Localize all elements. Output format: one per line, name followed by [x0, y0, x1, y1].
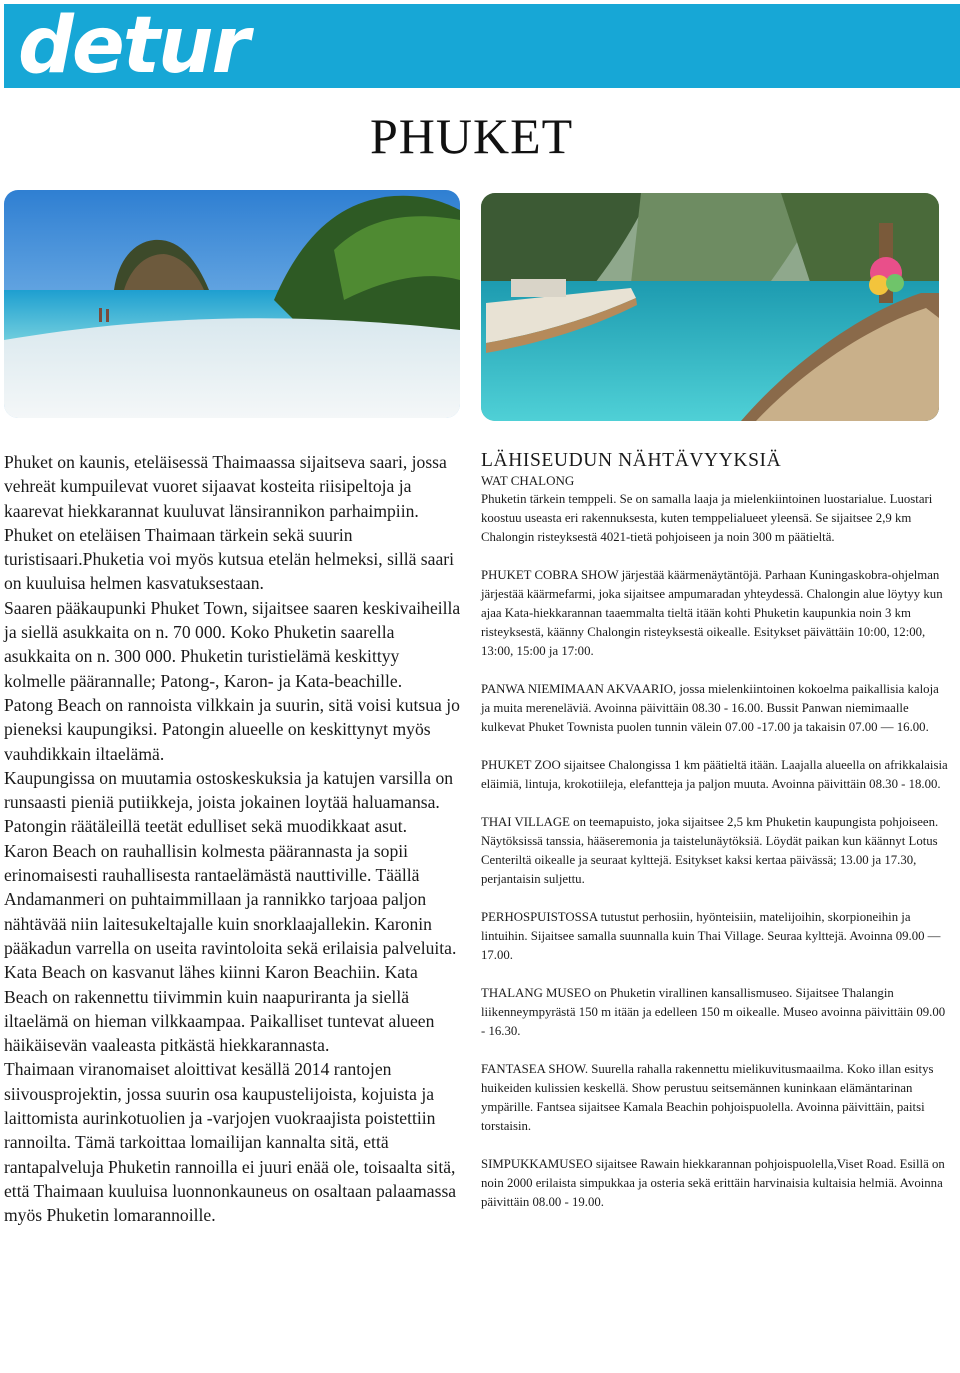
longtail-boat-lagoon-photo: [481, 193, 939, 421]
intro-paragraph: Kata Beach on kasvanut lähes kiinni Karon Beachiin. Kata Beach on rakennettu tiivimmin kuin naapuriranta ja siellä iltaelämä on hieman vilkkaampaa. Paikalliset tuntevat alueen häikäisevän vaaleasta pitkästä hiekkarannasta.: [4, 962, 435, 1056]
beach-island-photo: [4, 190, 460, 418]
sights-subheading: WAT CHALONG: [481, 473, 575, 488]
sight-thalang-museum: THALANG MUSEO on Phuketin virallinen kansallismuseo. Sijaitsee Thalangin liikenneympyrästä 150 m itään ja edelleen 150 m oikealle. Museo avoinna päivittäin 09.00 - 16.30.: [481, 986, 946, 1038]
sight-wat-chalong: Phuketin tärkein temppeli. Se on samalla laaja ja mielenkiintoinen luostarialue. Luostari koostuu useasta eri rakennuksesta, kuten temppelialueet yleensä. Se sijaitsee 2,9 km Chalongin risteyksestä 4021-tietä pohjoiseen ja noin 300 m päätieltä.: [481, 492, 933, 544]
sights-heading: LÄHISEUDUN NÄHTÄVYYKSIÄ: [481, 450, 782, 471]
intro-paragraph: Thaimaan viranomaiset aloittivat kesällä 2014 rantojen siivousprojektin, jossa suurin osa kaupustelijoista, kojuista ja laittomista aurinkotuolien ja -varjojen vuokraajista poistettiin rannoilta. Tämä tarkoittaa lomailijan kannalta sitä, että rantapalveluja Phuketin rannoilla ei juuri enää ole, toisaalta sitä, että Thaimaan kuuluisa luonnonkauneus on osaltaan palaamassa myös Phuketin lomarannoille.: [4, 1059, 457, 1226]
sight-butterfly-park: PERHOSPUISTOSSA tutustut perhosiin, hyönteisiin, matelijoihin, skorpioneihin ja lintuihin. Sijaitsee samalla suunnalla kuin Thai Village. Seuraa kylttejä. Avoinna 09.00 — 17.00.: [481, 910, 941, 962]
brand-header: [4, 4, 960, 88]
intro-paragraph: Patong Beach on rannoista vilkkain ja suurin, sitä voisi kutsua jo pieneksi kaupungiksi. Patongin alueelle on keskittynyt myös vauhdikkain iltaelämä.: [4, 694, 460, 764]
page-title: PHUKET: [370, 108, 574, 164]
longtail-boat-illustration: [481, 193, 939, 421]
sight-shell-museum: SIMPUKKAMUSEO sijaitsee Rawain hiekkarannan pohjoispuolella,Viset Road. Esillä on noin 2000 erilaista simpukkaa ja osteria sekä erittäin harvinaisia kultaisia helmiä. Avoinna päivittäin 08.00 - 19.00.: [481, 1157, 945, 1209]
nearby-sights: [481, 450, 951, 1212]
intro-paragraph: Phuket on kaunis, eteläisessä Thaimaassa sijaitseva saari, jossa vehreät kumpuilevat vuoret sijaavat kosteita riisipeltoja ja kaarevat hiekkarannat kuuluvat länsirannikon parhaimpiin. Phuket on eteläisen Thaimaan tärkein sekä suurin turistisaari.Phuketia voi myös kutsua etelän helmeksi, sillä saari on kuuluisa helmen kasvatuksestaan.: [4, 452, 455, 594]
detur-logo: detur: [18, 4, 249, 88]
sight-fantasea-show: FANTASEA SHOW. Suurella rahalla rakennettu mielikuvitusmaailma. Koko illan esitys huikeiden kulissien keskellä. Show perustuu seitsemännen kuninkaan elämäntarinan ympärille. Fantsea sijaitsee Kamala Beachin pohjoispuolella. Avoinna päivittäin, paitsi torstaisin.: [481, 1062, 934, 1133]
intro-text: [4, 450, 462, 1228]
sight-panwa-aquarium: PANWA NIEMIMAAN AKVAARIO, jossa mielenkiintoinen kokoelma paikallisia kaloja ja muita mereneläviä. Avoinna päivittäin 08.30 - 16.00. Bussit Panwan niemimaalle kulkevat Phuket Townista puolen tunnin välein 07.00 -17.00 ja takaisin 07.00 — 16.00.: [481, 682, 939, 734]
sight-phuket-zoo: PHUKET ZOO sijaitsee Chalongissa 1 km päätieltä itään. Laajalla alueella on afrikkalaisia eläimiä, lintuja, krokotiileja, elefantteja ja paljon muuta. Avoinna päivittäin 08.30 - 18.00.: [481, 758, 948, 791]
intro-paragraph: Karon Beach on rauhallisin kolmesta päärannasta ja sopii erinomaisesti rauhallisesta rantaelämästä nauttiville. Täällä Andamanmeri on puhtaimmillaan ja rannikko tarjoaa paljon nähtävää niin laitesukeltajalle kuin snorklaajallekin. Karonin pääkadun varrella on useita ravintoloita sekä erilaisia palveluita.: [4, 840, 457, 958]
intro-paragraph: Saaren pääkaupunki Phuket Town, sijaitsee saaren keskivaiheilla ja siellä asukkaita on n. 70 000. Koko Phuketin saarella asukkaita on n. 300 000. Phuketin turistielämä keskittyy kolmelle päärannalle; Patong-, Karon- ja Kata-beachille.: [4, 597, 461, 691]
sight-thai-village: THAI VILLAGE on teemapuisto, joka sijaitsee 2,5 km Phuketin kaupungista pohjoiseen. Näytöksissä tanssia, hääseremonia ja taistelunäytöksiä. Löydät paikan kun käännyt Lotus Centeriltä oikealle ja seuraat kylttejä. Esitykset kaksi kertaa päivässä; 13.00 ja 17.30, perjantaisin suljettu.: [481, 815, 939, 886]
beach-island-illustration: [4, 190, 460, 418]
sight-cobra-show: PHUKET COBRA SHOW järjestää käärmenäytäntöjä. Parhaan Kuningaskobra-ohjelman järjestää käärmefarmi, joka sijaitsee ampumaradan yhteydessä. Chalongin alue löytyy kun ajaa Kata-hiekkarannan taaemmalta tieltä itään kohti Phuketin kaupunkia noin 3 km risteyksestä, käänny Chalongin risteyksestä oikealle. Esitykset päivättäin 10:00, 12:00, 13:00, 15:00 ja 17:00.: [481, 568, 943, 658]
intro-paragraph: Kaupungissa on muutamia ostoskeskuksia ja katujen varsilla on runsaasti pieniä putiikkeja, joista jokainen loytää haluamansa. Patongin räätäleillä teetät edulliset sekä muodikkaat asut.: [4, 767, 454, 837]
